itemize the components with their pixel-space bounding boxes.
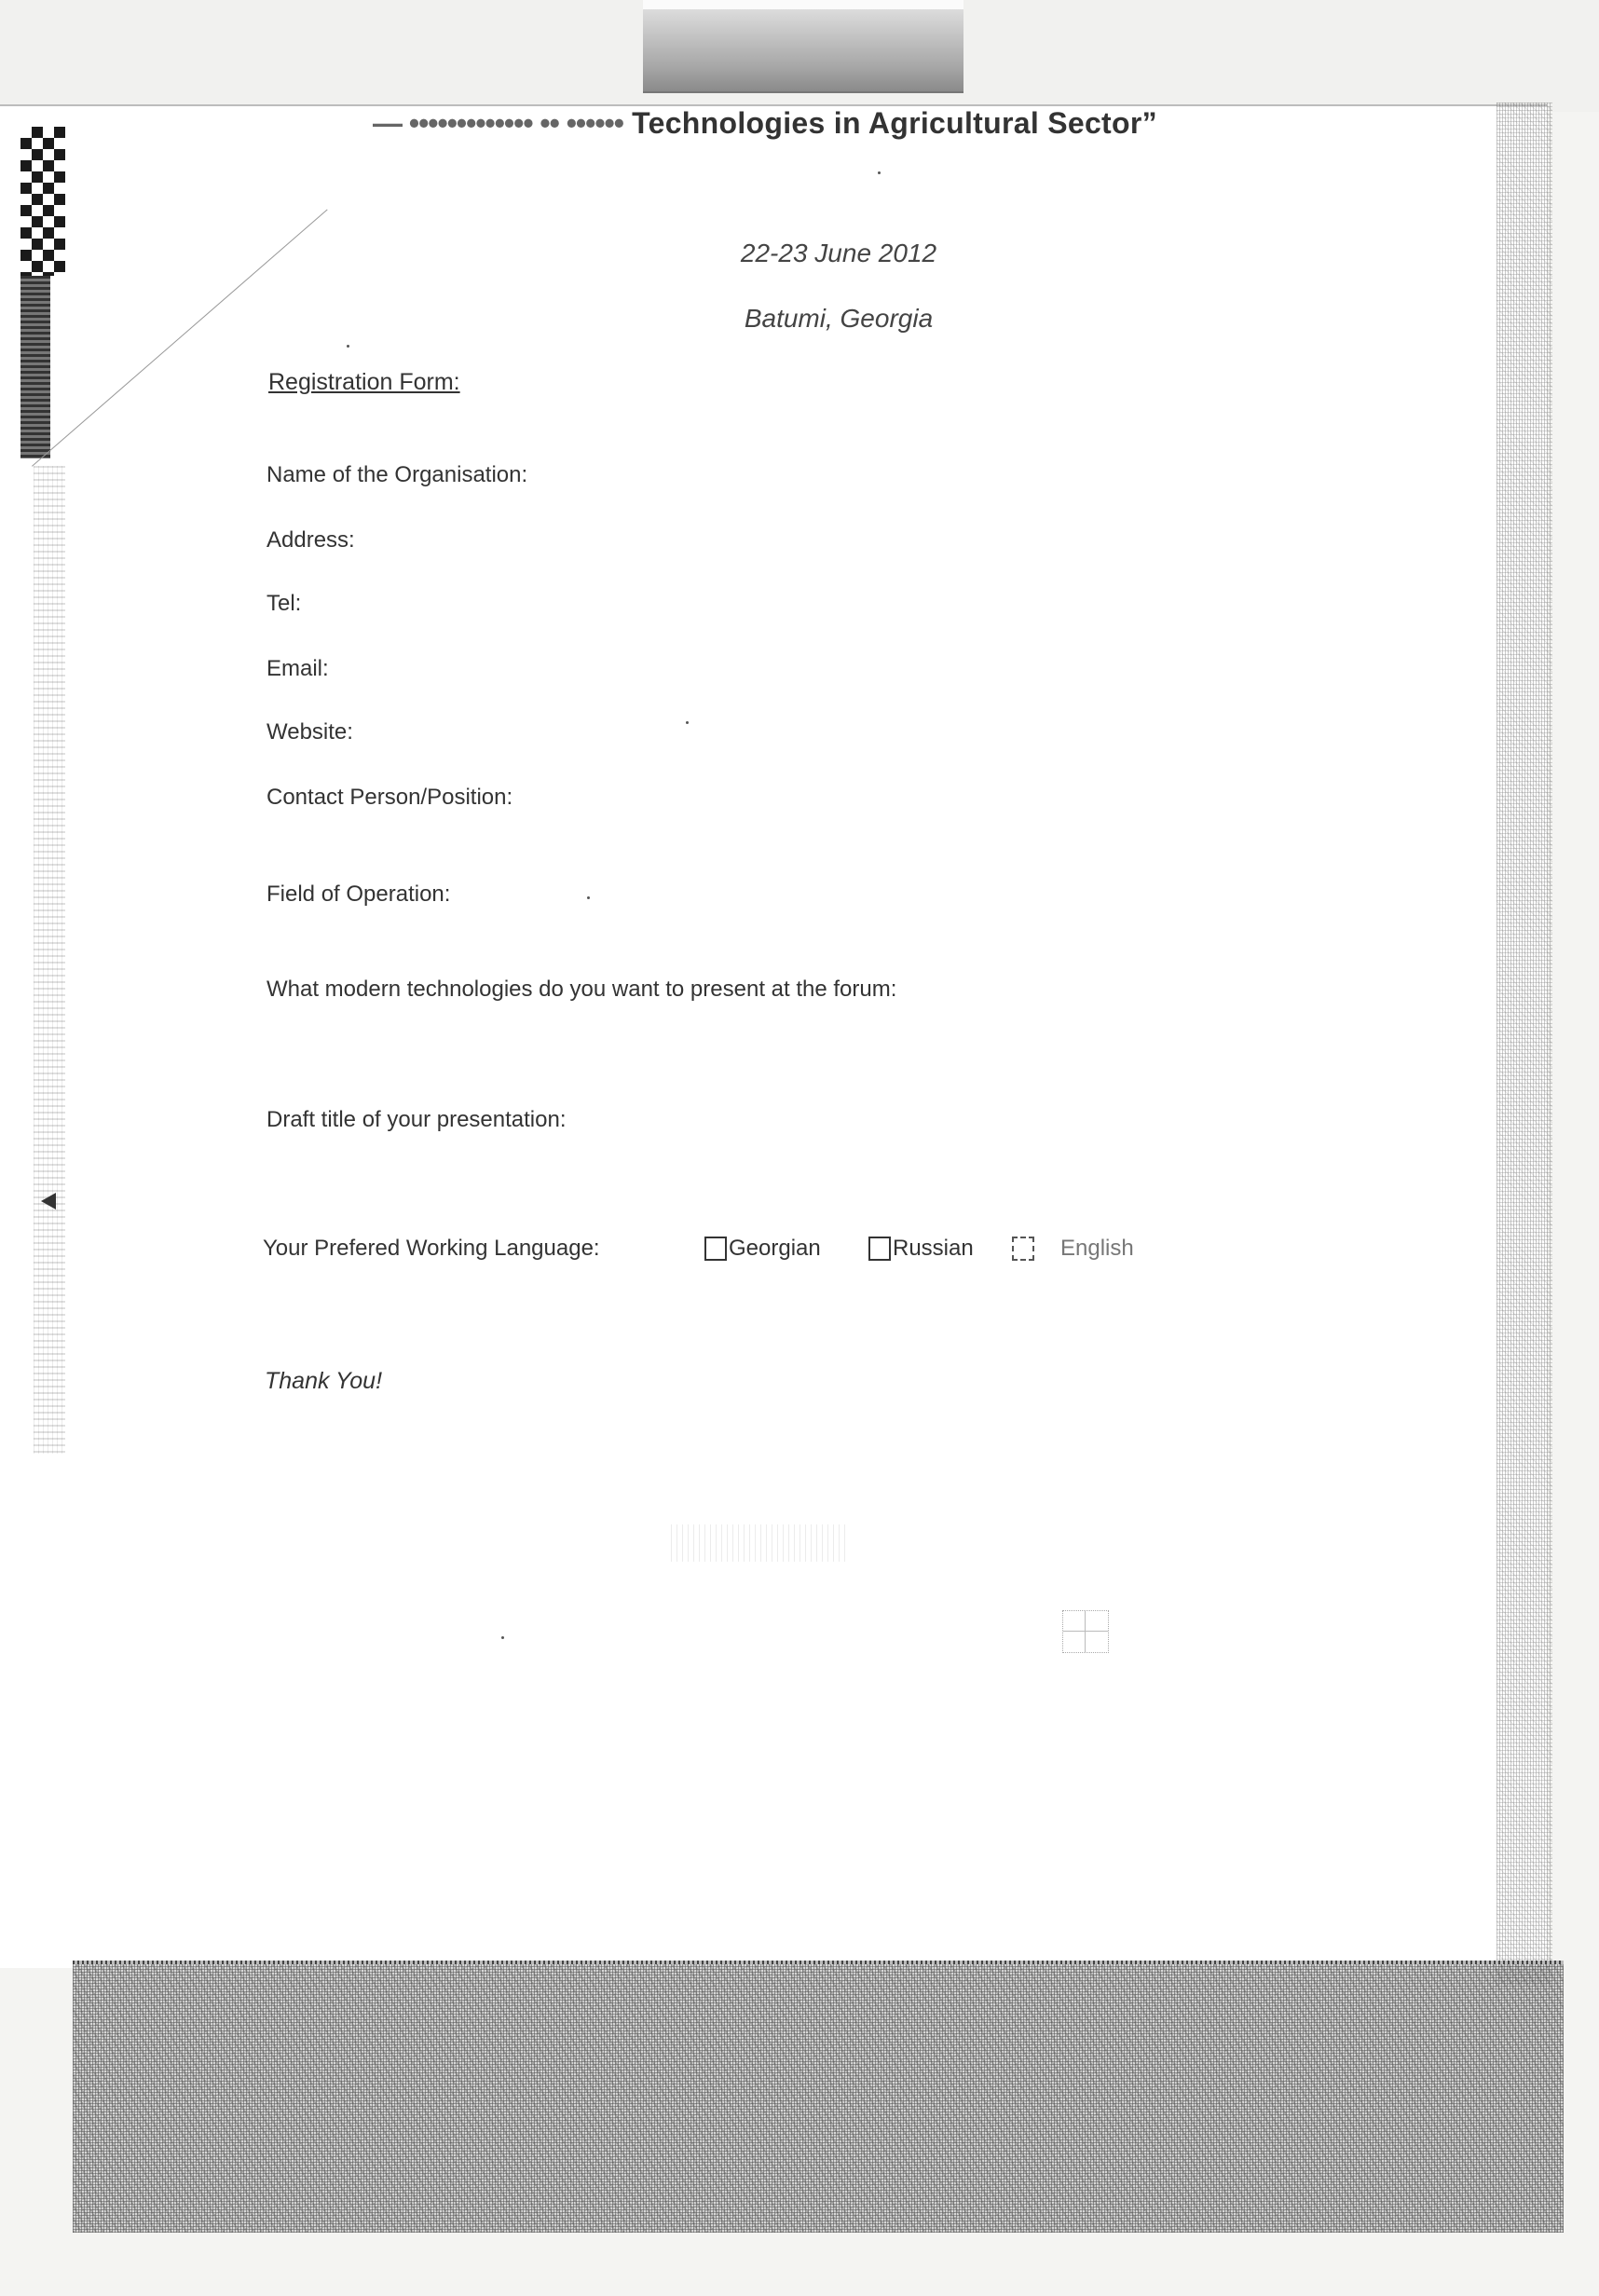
scan-speck (587, 896, 590, 899)
field-website: Website: (266, 719, 353, 745)
field-tel: Tel: (266, 591, 302, 616)
scan-noise-left (34, 466, 65, 1454)
english-label: English (1060, 1236, 1134, 1261)
scan-left-bar (20, 276, 50, 458)
field-organisation: Name of the Organisation: (266, 462, 528, 487)
language-label: Your Prefered Working Language: (263, 1236, 600, 1261)
field-email: Email: (266, 656, 329, 681)
georgian-label: Georgian (729, 1236, 821, 1261)
georgian-checkbox[interactable] (704, 1237, 727, 1261)
paper-clip (643, 9, 964, 93)
document-title (373, 106, 1342, 147)
field-operation: Field of Operation: (266, 882, 451, 907)
title-visible-text: Technologies in Agricultural Sector” (622, 106, 1157, 140)
field-address: Address: (266, 527, 355, 553)
option-georgian[interactable] (704, 1236, 821, 1262)
language-row (263, 1236, 1195, 1267)
event-place: Batumi, Georgia (744, 304, 934, 333)
title-faded-fragment: — ••••••••••••• •• •••••• (373, 106, 623, 140)
field-draft-title: Draft title of your presentation: (266, 1107, 567, 1132)
scan-speck (878, 171, 881, 174)
faint-cross-mark (1062, 1610, 1109, 1653)
scan-smudge (671, 1524, 848, 1562)
scan-noise-bottom (73, 1962, 1564, 2233)
closing-text: Thank You! (265, 1368, 383, 1394)
field-technologies: What modern technologies do you want to present at the forum: (266, 977, 897, 1002)
scan-noise-right (1496, 102, 1552, 1985)
russian-label: Russian (893, 1236, 974, 1261)
option-russian[interactable] (868, 1236, 974, 1262)
field-contact-person: Contact Person/Position: (266, 785, 513, 810)
event-date: 22-23 June 2012 (740, 239, 937, 267)
english-checkbox[interactable] (1012, 1237, 1034, 1261)
form-heading: Registration Form: (268, 369, 460, 395)
registration-checker-mark (20, 127, 65, 276)
paper-sheet (0, 104, 1547, 1968)
option-english[interactable] (1012, 1236, 1134, 1262)
left-arrow-icon (41, 1193, 56, 1210)
scan-speck (501, 1636, 504, 1639)
scan-speck (347, 345, 349, 348)
scan-speck (686, 721, 689, 724)
scan-noise-edge (73, 1961, 1564, 1964)
russian-checkbox[interactable] (868, 1237, 891, 1261)
